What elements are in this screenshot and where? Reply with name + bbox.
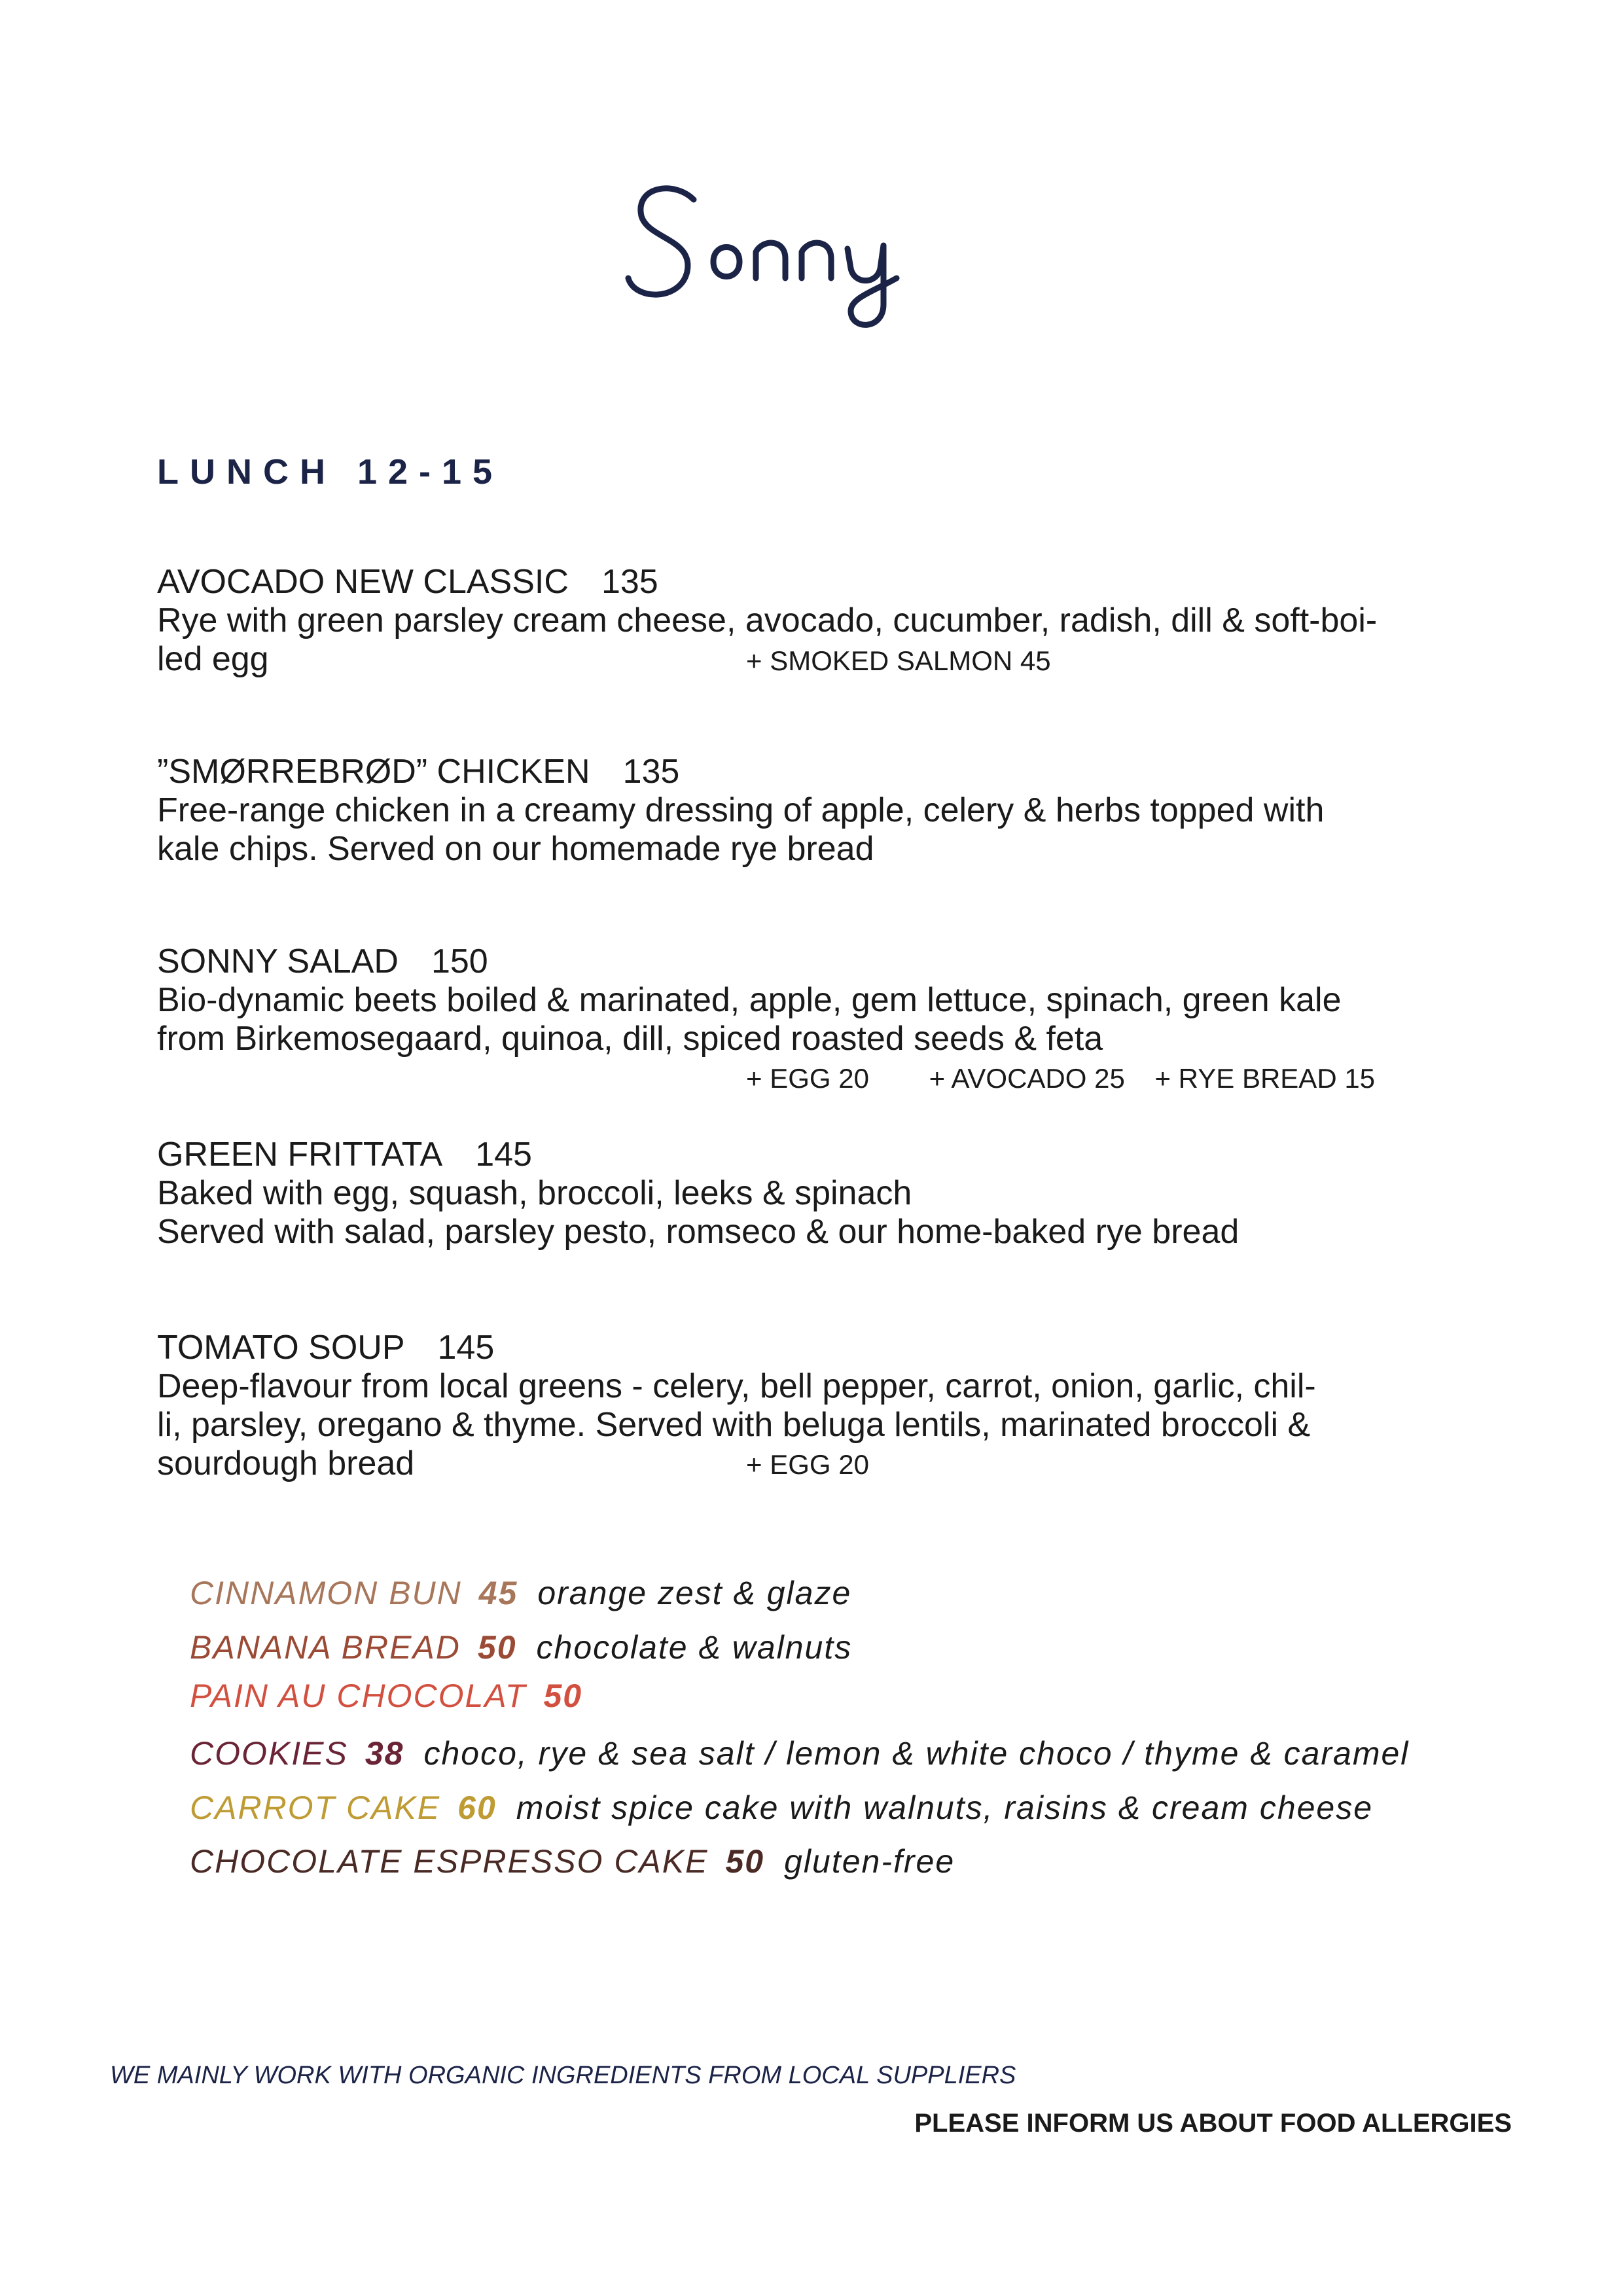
pastry-name: CHOCOLATE ESPRESSO CAKE <box>190 1843 709 1880</box>
extra-option: + AVOCADO 25 <box>929 1063 1125 1094</box>
pastry-chocolate-espresso-cake <box>190 1842 955 1880</box>
pastry-description: choco, rye & sea salt / lemon & white choco / thyme & caramel <box>423 1735 1410 1772</box>
sonny-logo <box>615 164 969 340</box>
dish-name: ”SMØRREBRØD” CHICKEN <box>157 753 590 791</box>
pastry-description: gluten-free <box>784 1843 955 1880</box>
dish-price: 135 <box>601 563 658 601</box>
sonny-logo-mark <box>615 164 969 340</box>
dish-title <box>157 942 1505 981</box>
dish-price: 145 <box>437 1329 495 1367</box>
extra-option: + EGG 20 <box>746 1449 869 1480</box>
pastry-cinnamon-bun <box>190 1574 851 1612</box>
footer-organic-note: WE MAINLY WORK WITH ORGANIC INGREDIENTS FROM LOCAL SUPPLIERS <box>110 2062 1016 2089</box>
dish-description: Deep-flavour from local greens - celery, bell pepper, carrot, onion, garlic, chil- li, parsley, oregano & thyme. Served with beluga lentils, marinated broccoli & sourdough bread <box>157 1367 1316 1482</box>
dish-price: 135 <box>622 753 680 791</box>
pastry-price: 50 <box>477 1629 517 1666</box>
dish-price: 145 <box>475 1136 532 1174</box>
dish-extras <box>746 641 1051 680</box>
dish-title <box>157 1329 1505 1367</box>
dish-name: GREEN FRITTATA <box>157 1136 443 1174</box>
pastry-price: 50 <box>543 1677 583 1714</box>
pastry-name: CINNAMON BUN <box>190 1575 462 1611</box>
footer-allergy-note: PLEASE INFORM US ABOUT FOOD ALLERGIES <box>914 2109 1512 2138</box>
dish-description: Bio-dynamic beets boiled & marinated, apple, gem lettuce, spinach, green kale from Birkemosegaard, quinoa, dill, spiced roasted seeds & feta <box>157 981 1342 1058</box>
pastry-name: COOKIES <box>190 1735 348 1772</box>
pastry-name: PAIN AU CHOCOLAT <box>190 1677 527 1714</box>
dish-price: 150 <box>431 942 488 980</box>
pastry-pain-au-chocolat <box>190 1677 582 1715</box>
pastry-banana-bread <box>190 1628 852 1666</box>
pastry-description: moist spice cake with walnuts, raisins & cream cheese <box>516 1789 1374 1826</box>
extra-option: + RYE BREAD 15 <box>1154 1063 1376 1094</box>
dish-name: AVOCADO NEW CLASSIC <box>157 563 569 601</box>
dish-name: SONNY SALAD <box>157 942 399 980</box>
pastry-name: BANANA BREAD <box>190 1629 461 1666</box>
dish-smorrebrod-chicken <box>157 753 1505 869</box>
pastry-price: 50 <box>725 1843 765 1880</box>
dish-extras <box>746 1059 1375 1098</box>
dish-green-frittata <box>157 1136 1505 1251</box>
dish-description: Baked with egg, squash, broccoli, leeks & spinach Served with salad, parsley pesto, romseco & our home-baked rye bread <box>157 1174 1240 1251</box>
pastry-name: CARROT CAKE <box>190 1789 441 1826</box>
dish-title <box>157 753 1505 791</box>
dish-title <box>157 1136 1505 1174</box>
dish-name: TOMATO SOUP <box>157 1329 405 1367</box>
dish-extras <box>746 1445 869 1484</box>
pastry-price: 38 <box>365 1735 404 1772</box>
dish-title <box>157 563 1505 601</box>
pastry-description: chocolate & walnuts <box>536 1629 853 1666</box>
extra-option: + SMOKED SALMON 45 <box>746 645 1051 676</box>
pastry-cookies <box>190 1734 1409 1772</box>
dish-sonny-salad <box>157 942 1505 1058</box>
dish-description: Rye with green parsley cream cheese, avocado, cucumber, radish, dill & soft-boi- led egg <box>157 601 1378 678</box>
pastry-price: 45 <box>478 1575 518 1611</box>
extra-option: + EGG 20 <box>746 1063 869 1094</box>
pastry-description: orange zest & glaze <box>537 1575 852 1611</box>
pastry-carrot-cake <box>190 1789 1373 1827</box>
section-heading: LUNCH 12-15 <box>157 452 504 492</box>
dish-description: Free-range chicken in a creamy dressing of apple, celery & herbs topped with kale chips. Served on our homemade rye bread <box>157 791 1325 868</box>
pastry-price: 60 <box>457 1789 497 1826</box>
